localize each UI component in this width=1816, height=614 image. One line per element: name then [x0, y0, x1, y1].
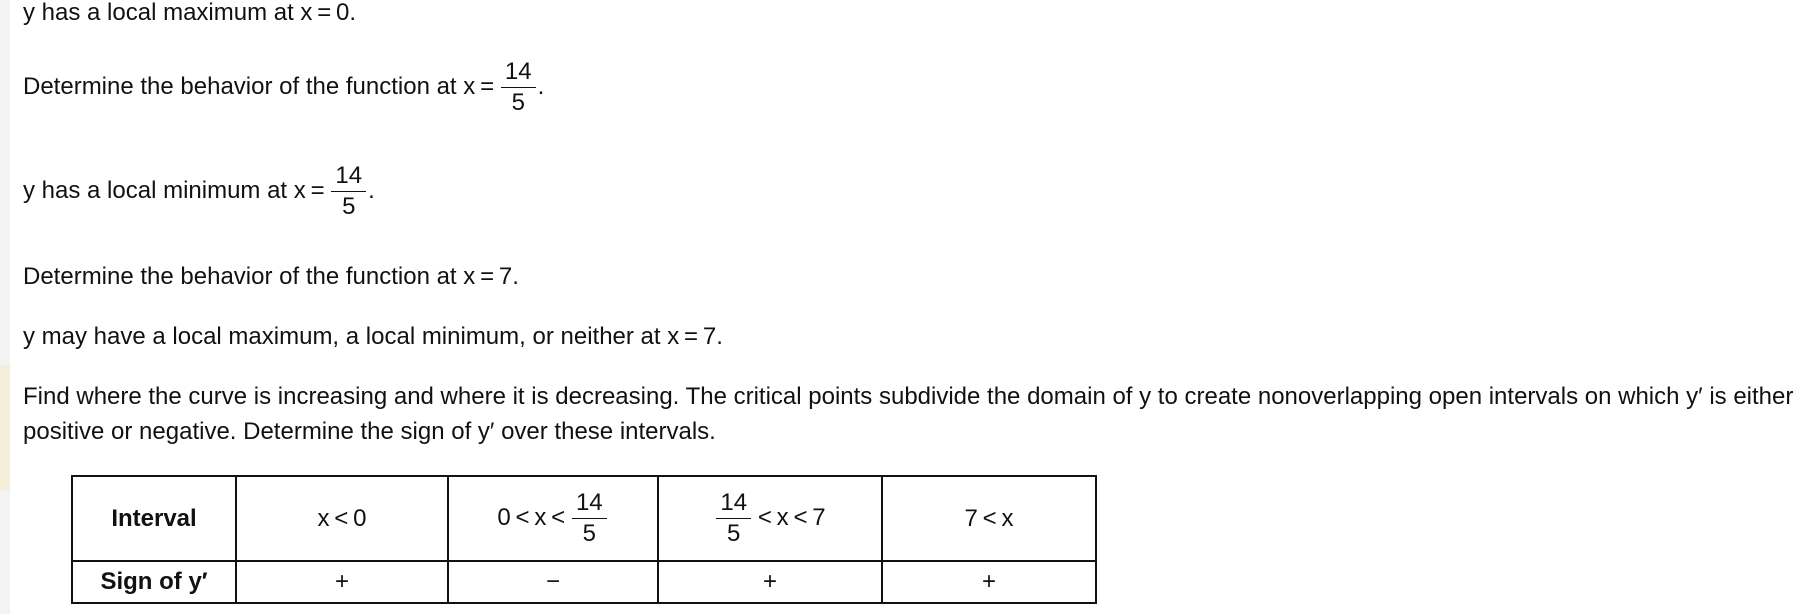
interval-14-5-to-7: [658, 476, 882, 561]
local-min-statement: [23, 161, 375, 222]
fraction-denominator: 5: [342, 193, 356, 220]
sign-cell-4: +: [882, 561, 1096, 603]
fraction-numerator: 14: [501, 57, 536, 88]
sign-header: Sign of y′: [72, 561, 236, 603]
fraction-denominator: 5: [511, 89, 525, 116]
left-margin-strip: [0, 0, 10, 614]
sign-chart-table: [71, 475, 1097, 604]
interval-header: Interval: [72, 476, 236, 561]
local-max-statement: y has a local maximum at x = 0.: [23, 0, 357, 26]
fraction-numerator: 14: [716, 488, 751, 519]
fraction-denominator: 5: [582, 520, 596, 547]
behavior-question-text: Determine the behavior of the function at x =: [23, 72, 499, 100]
sign-cell-2: −: [448, 561, 658, 603]
interval-row: [72, 476, 1096, 561]
interval-x-gt-7: 7 < x: [882, 476, 1096, 561]
sign-cell-1: +: [236, 561, 448, 603]
interval-text: 0 < x <: [497, 503, 570, 531]
period: .: [537, 72, 545, 100]
interval-x-lt-0: x < 0: [236, 476, 448, 561]
local-min-text: y has a local minimum at x =: [23, 176, 330, 204]
fraction-14-over-5: [572, 488, 607, 549]
fraction-14-over-5: [716, 488, 751, 549]
period: .: [368, 176, 375, 204]
undetermined-statement: y may have a local maximum, a local minimum, or neither at x = 7.: [23, 323, 723, 350]
fraction-numerator: 14: [331, 161, 366, 192]
sign-cell-3: +: [658, 561, 882, 603]
fraction-numerator: 14: [572, 488, 607, 519]
instructions-paragraph: Find where the curve is increasing and where it is decreasing. The critical points subdivide the domain of y to create nonoverlapping open intervals on which y′ is either positive or negative. Determine the sign of y′ over these intervals.: [23, 383, 1794, 445]
interval-0-to-14-5: [448, 476, 658, 561]
fraction-14-over-5: [501, 57, 536, 118]
left-margin-highlight: [0, 365, 10, 490]
behavior-question-7: Determine the behavior of the function at x = 7.: [23, 263, 519, 290]
interval-text: < x < 7: [753, 503, 826, 531]
fraction-14-over-5: [331, 161, 366, 222]
behavior-question-14-5: [23, 57, 544, 118]
sign-row: [72, 561, 1096, 603]
fraction-denominator: 5: [727, 520, 741, 547]
